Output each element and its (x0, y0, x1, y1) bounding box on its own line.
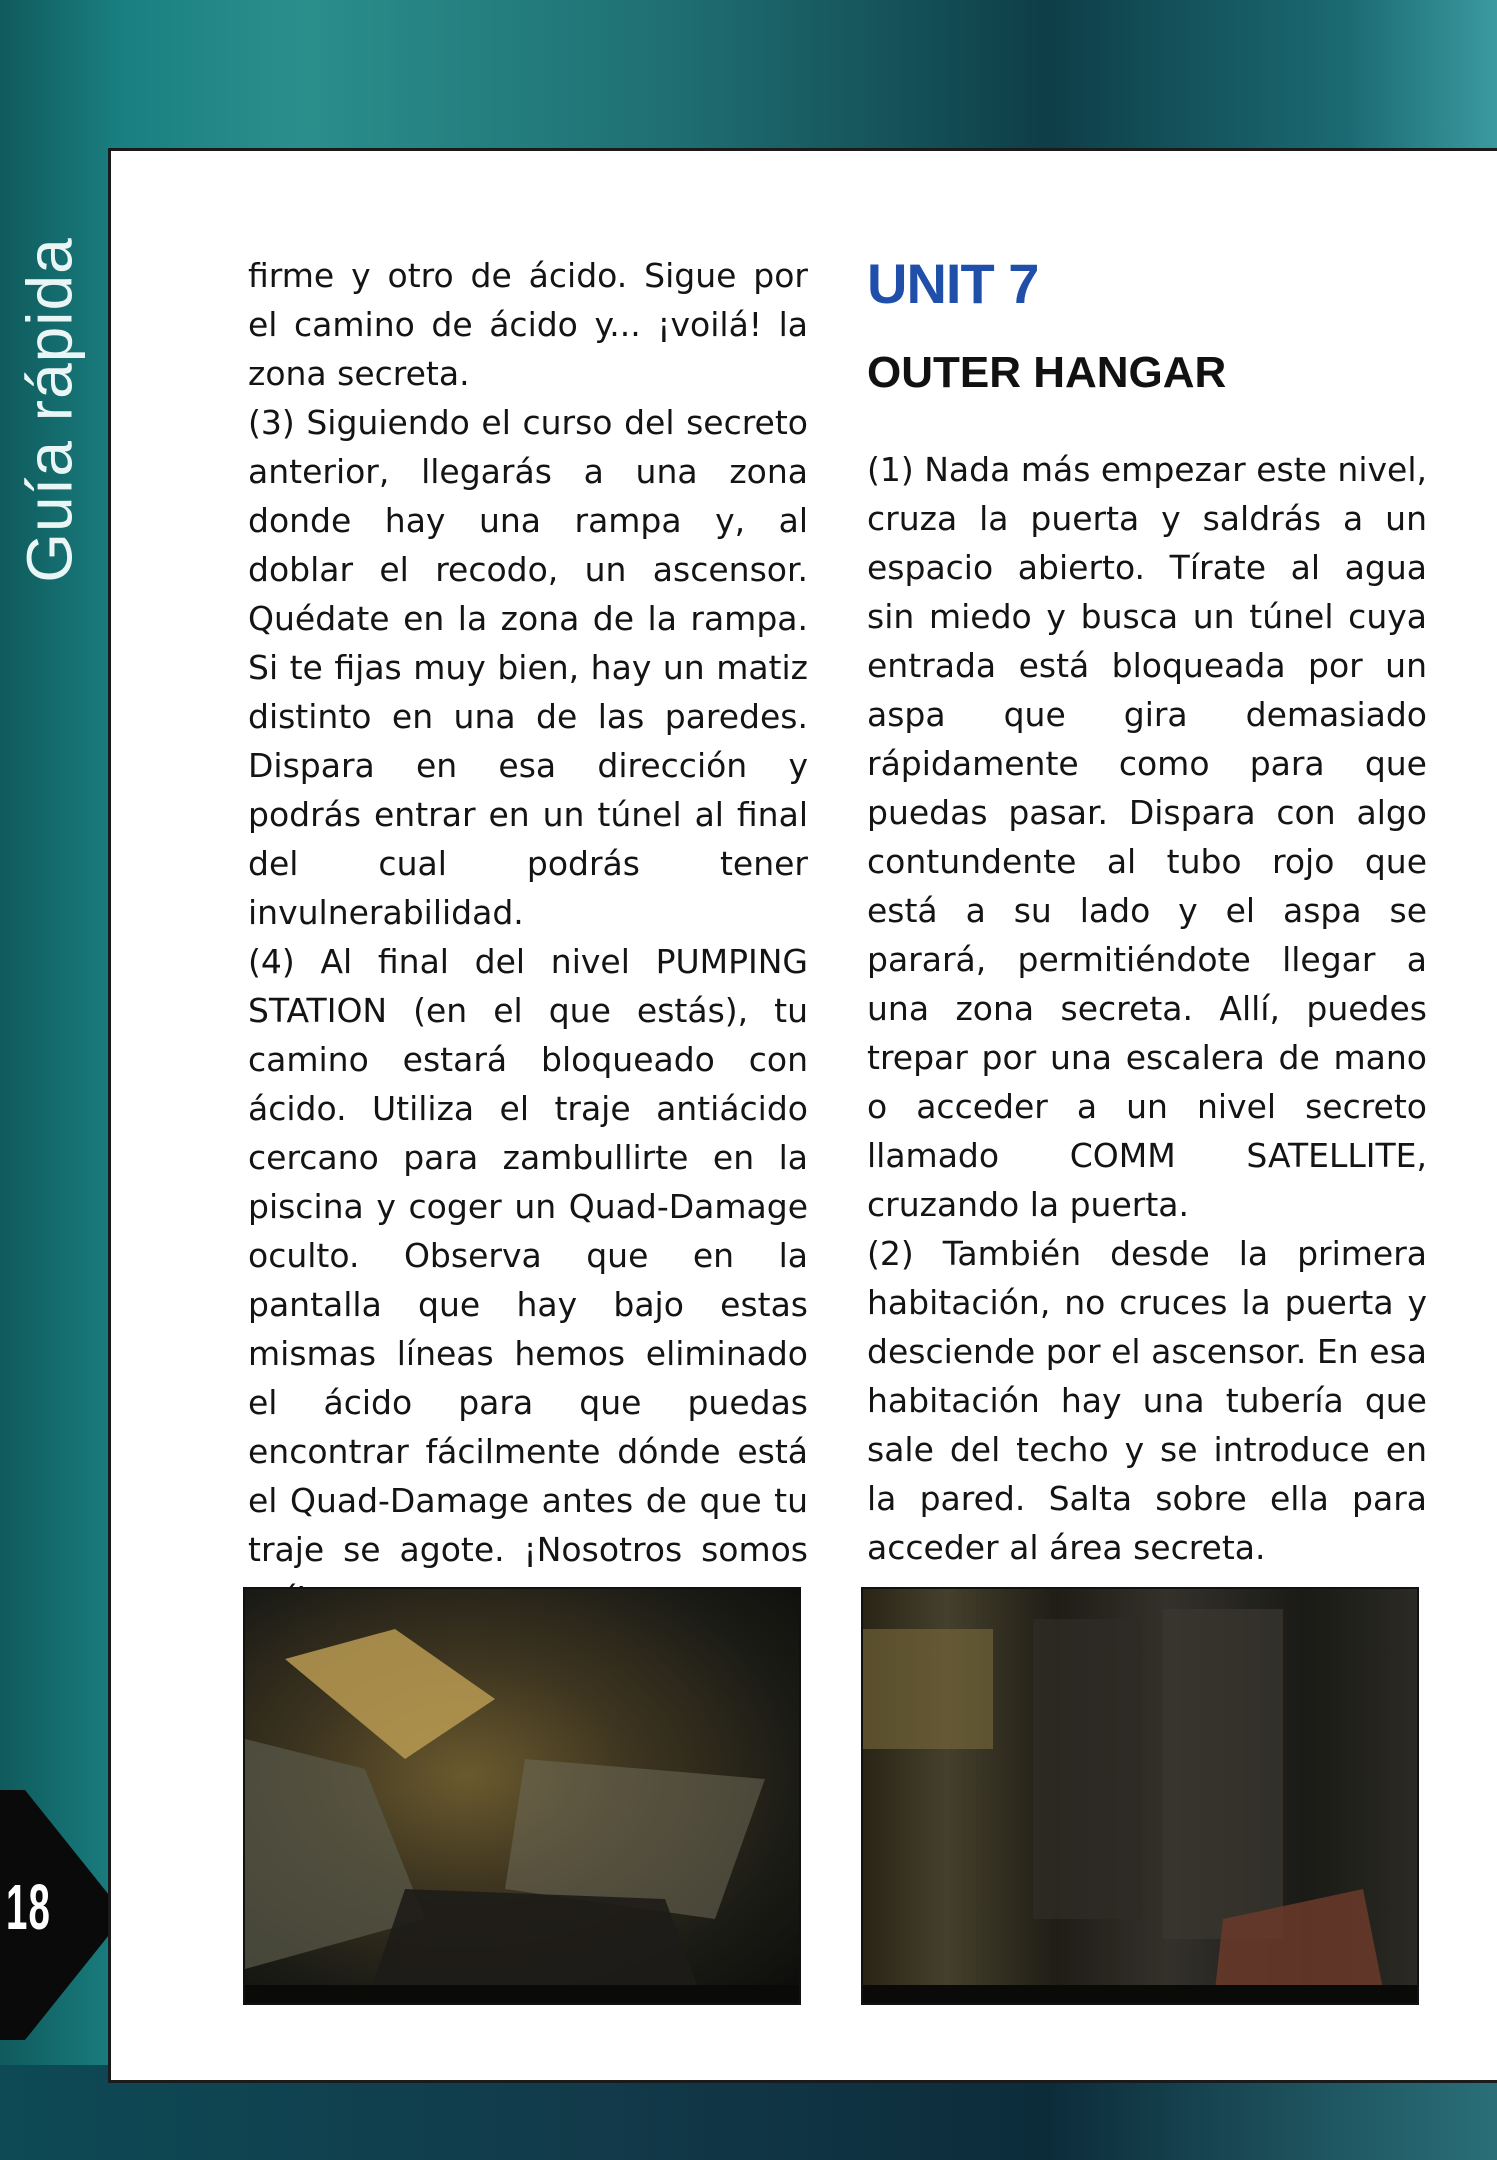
screenshot-scene-left (245, 1589, 801, 2005)
level-title: OUTER HANGAR (867, 348, 1227, 397)
screenshot-pumping-station (243, 1587, 801, 2005)
paragraph-secret-1: (1) Nada más empezar este nivel, cruza la puerta y saldrás a un espacio abierto. Tírate al agua sin miedo y busca un túnel cuya entrada está bloqueada por un aspa que gira demasiado rápidamente como para que puedas pasar. Dispara con algo contundente al tubo rojo que está a su lado y el aspa se parará, permitiéndote llegar a una zona secreta. Allí, puedes trepar por una escalera de mano o acceder a un nivel secreto llamado COMM SATELLITE, cruzando la puerta. (867, 450, 1427, 1224)
page-panel (108, 148, 1497, 2083)
paragraph-secret-2: (2) También desde la primera habitación, no cruces la puerta y desciende por el ascensor. En esa habitación hay una tubería que sale del techo y se introduce en la pared. Salta sobre ella para acceder al área secreta. (867, 1234, 1427, 1567)
game-hud (863, 1985, 1417, 2003)
left-column (248, 251, 808, 1623)
screenshot-scene-right (863, 1589, 1419, 2005)
screenshot-outer-hangar (861, 1587, 1419, 2005)
paragraph-secret-4: (4) Al final del nivel PUMPING STATION (en el que estás), tu camino estará bloqueado con ácido. Utiliza el traje antiácido cercano para zambullirte en la piscina y coger un Quad-Damage oculto. Observa que en la pantalla que hay bajo estas mismas líneas hemos eliminado el ácido para que puedas encontrar fácilmente dónde está el Quad-Damage antes de que tu traje se agote. ¡Nosotros somos (248, 942, 808, 1569)
page-number: 18 (6, 1871, 52, 1943)
unit-title: UNIT 7 (867, 252, 1039, 315)
right-column (867, 251, 1427, 1572)
paragraph-secret-3: (3) Siguiendo el curso del secreto anterior, llegarás a una zona donde hay una rampa y, al doblar el recodo, un ascensor. Quédate en la zona de la rampa. Si te fijas muy bien, hay un matiz distinto en una de las paredes. Dispara en esa dirección y podrás entrar en un túnel al final del cual podrás tener invulnerabilidad. (248, 403, 808, 932)
game-hud (245, 1985, 799, 2003)
section-title-vertical (0, 140, 100, 680)
paragraph-continuation: firme y otro de ácido. Sigue por el camino de ácido y... ¡voilá! la zona secreta. (248, 256, 808, 393)
section-title: Guía rápida (14, 237, 86, 583)
